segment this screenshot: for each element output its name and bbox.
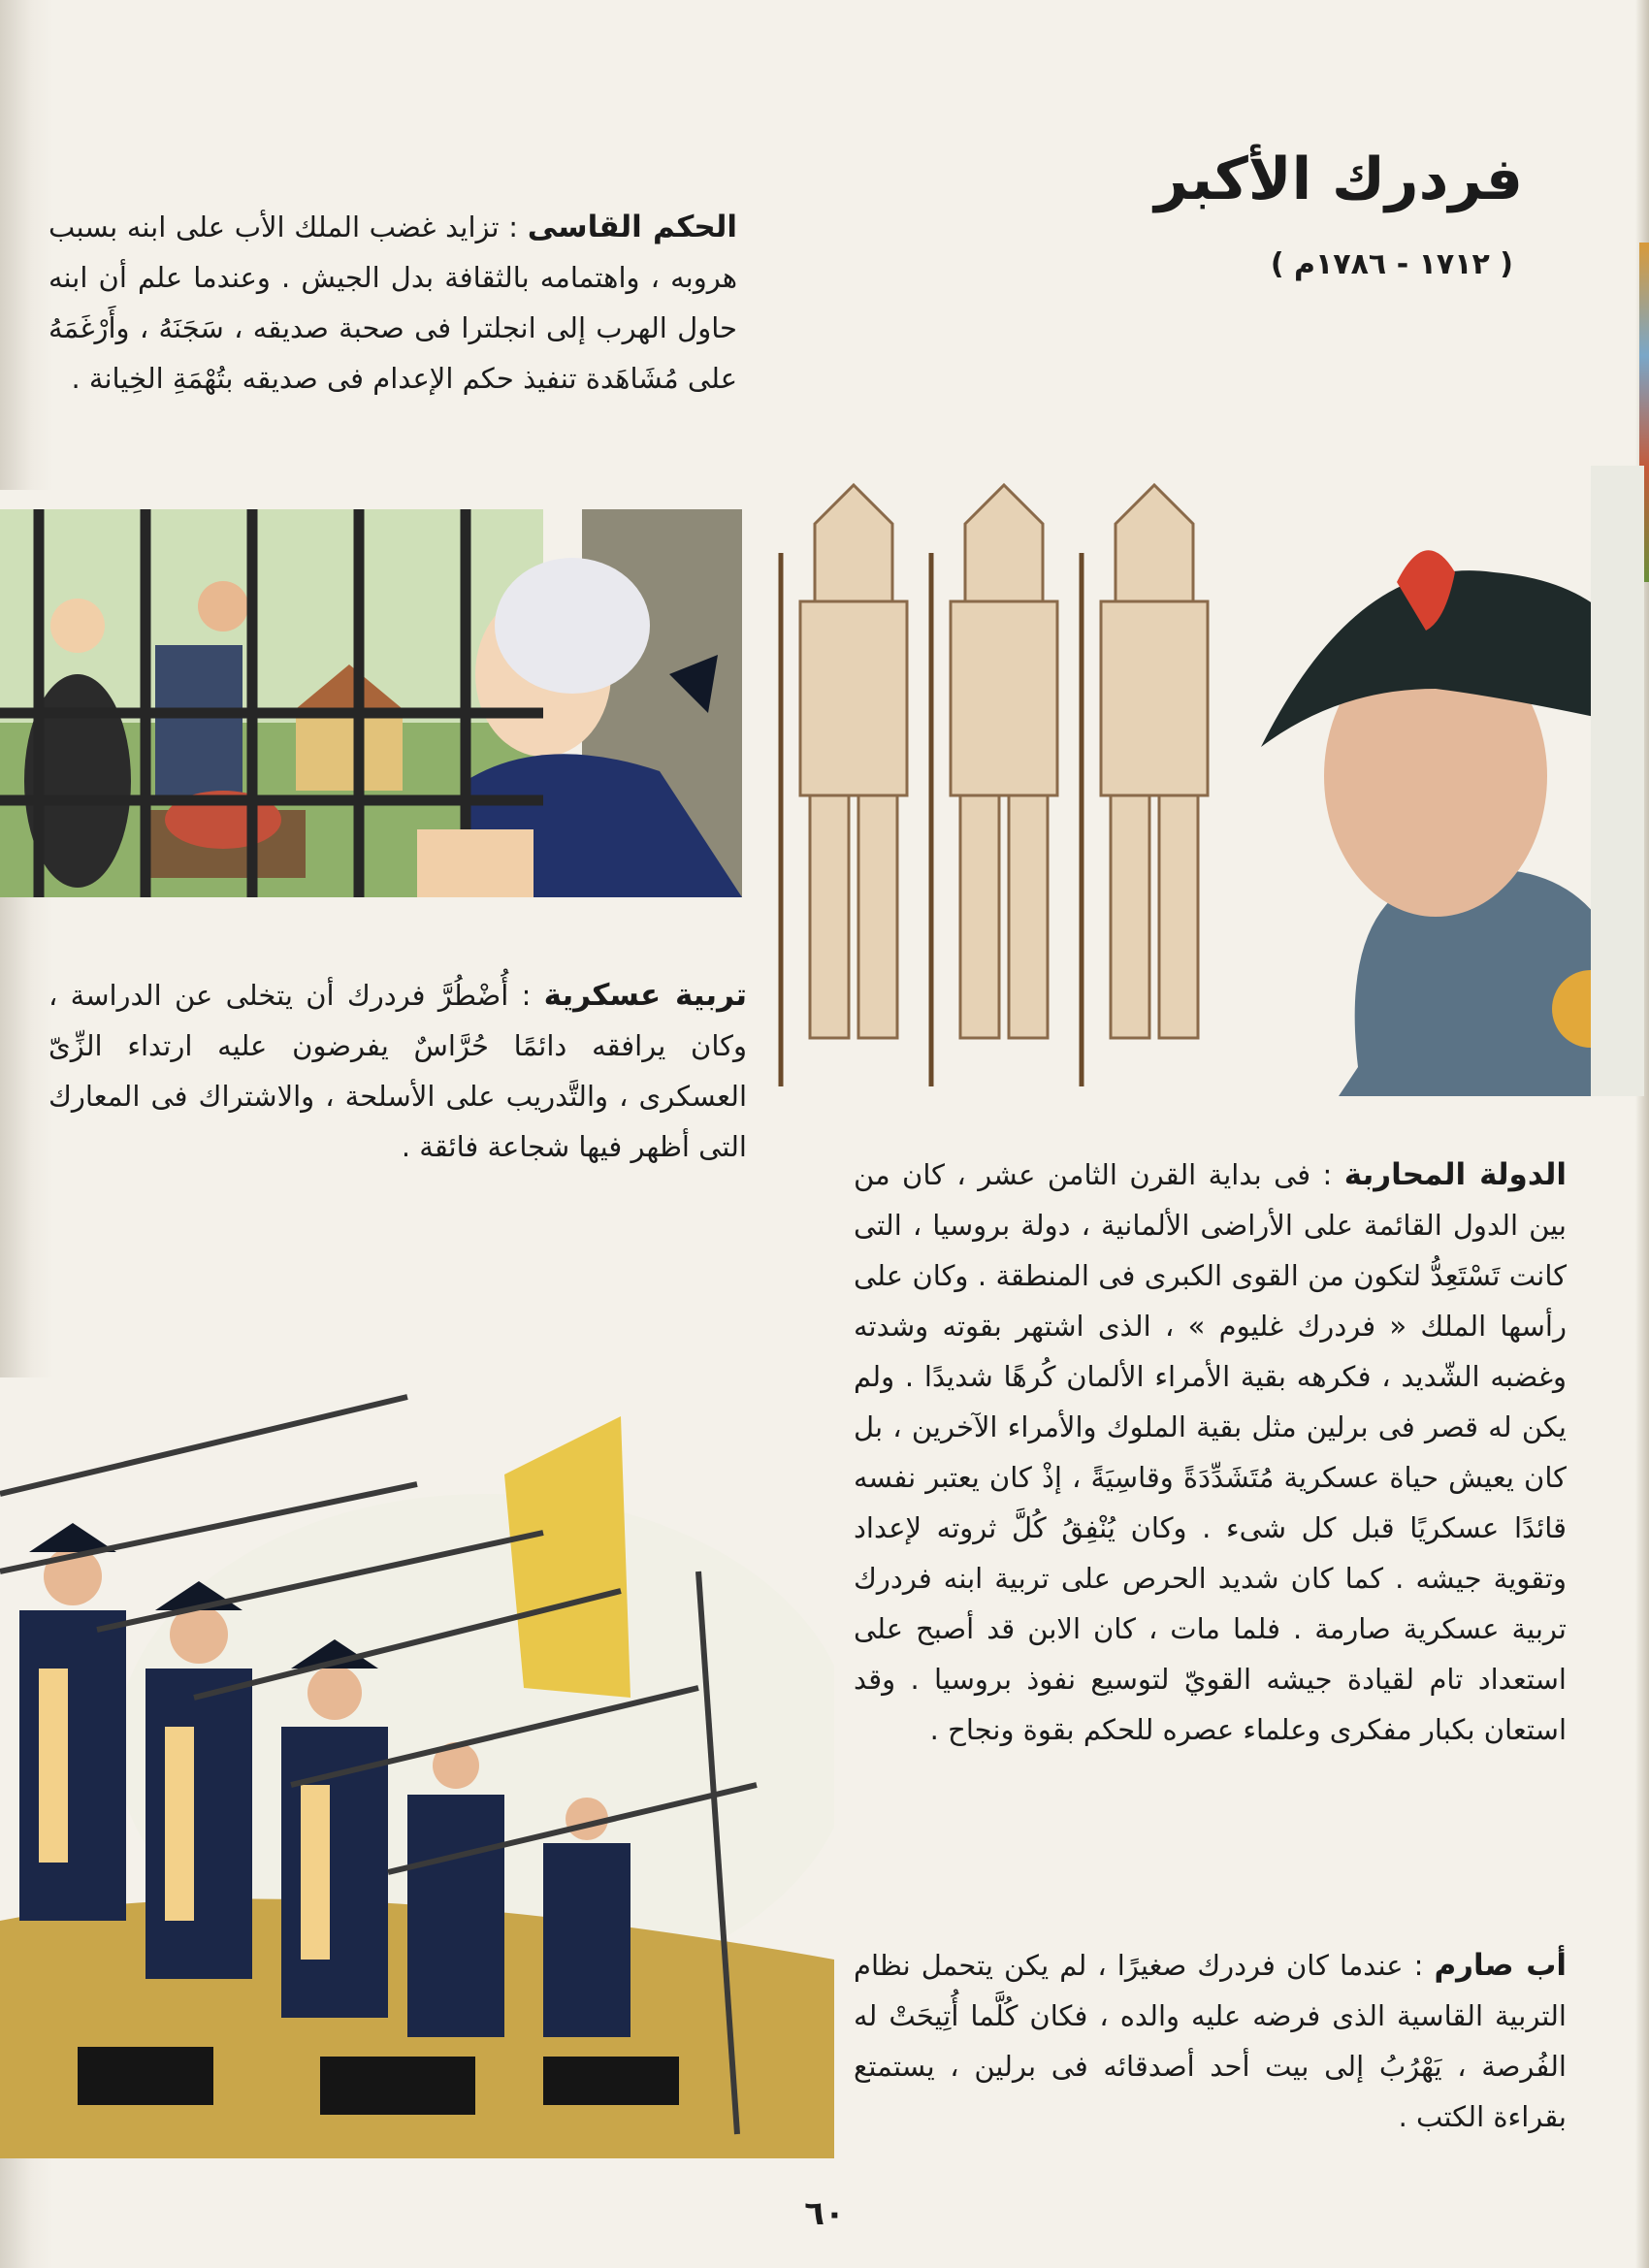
heading-military-upbringing: تربية عسكرية (543, 978, 747, 1013)
life-dates: ( ١٧١٢ - ١٧٨٦م ) (1270, 247, 1513, 281)
body-strict-father: : عندما كان فردرك صغيرًا ، لم يكن يتحمل نظام التربية القاسية الذى فرضه عليه والده ، فكان كُلَّما أُتِيحَتْ له الفُرصة ، يَهْرُبُ إلى بيت أحد أصدقائه فى برلين ، يستمتع بقراءة الكتب . (854, 1949, 1567, 2133)
section-strict-father (854, 1940, 1567, 2142)
body-harsh-rule: : تزايد غضب الملك الأب على ابنه بسبب هروبه ، واهتمامه بالثقافة بدل الجيش . وعندما علم أن ابنه حاول الهرب إلى انجلترا فى صحبة صديقه ، سَجَنَهُ ، وأَرْغَمَهُ على مُشَاهَدة تنفيذ حكم الإعدام فى صديقه بتُهْمَةِ الخِيانة . (48, 211, 737, 395)
soldiers-and-king-portrait-illustration (757, 466, 1644, 1096)
page-number: ٦٠ (804, 2194, 845, 2233)
prison-scene-illustration (0, 490, 742, 897)
heading-warrior-state: الدولة المحاربة (1343, 1157, 1567, 1192)
section-military-upbringing (48, 970, 747, 1172)
battle-scene-illustration (0, 1377, 834, 2158)
section-harsh-rule (48, 202, 737, 404)
body-warrior-state: : فى بداية القرن الثامن عشر ، كان من بين الدول القائمة على الأراضى الألمانية ، دولة بروسيا ، التى كانت تَسْتَعِدُّ لتكون من القوى الكبرى فى المنطقة . وكان على رأسها الملك « فردرك غليوم » ، الذى اشتهر بقوته وشدته وغضبه الشّديد ، فكرهه بقية الأمراء الألمان كُرهًا شديدًا . ولم يكن له قصر فى برلين مثل بقية الملوك والأمراء الآخرين ، بل كان يعيش حياة عسكرية مُتَشَدِّدَةً وقاسِيَةً ، إذْ كان يعتبر نفسه قائدًا عسكريًا قبل كل شىء . وكان يُنْفِقُ كُلَّ ثروته لإعداد وتقوية جيشه . كما كان شديد الحرص على تربية ابنه فردرك تربية عسكرية صارمة . فلما مات ، كان الابن قد أصبح على استعداد تام لقيادة جيشه القويّ لتوسيع نفوذ بروسيا . وقد استعان بكبار مفكرى وعلماء عصره للحكم بقوة ونجاح . (854, 1158, 1567, 1746)
body-military-upbringing: : أُضْطُرَّ فردرك أن يتخلى عن الدراسة ، وكان يرافقه دائمًا حُرَّاسٌ يفرضون عليه ارتداء الزِّىّ العسكرى ، والتَّدريب على الأسلحة ، والاشتراك فى المعارك التى أظهر فيها شجاعة فائقة . (48, 979, 747, 1163)
page-title: فردرك الأكبر (1154, 146, 1523, 213)
heading-strict-father: أب صارم (1434, 1948, 1567, 1983)
section-warrior-state (854, 1150, 1567, 1755)
heading-harsh-rule: الحكم القاسى (527, 210, 738, 244)
